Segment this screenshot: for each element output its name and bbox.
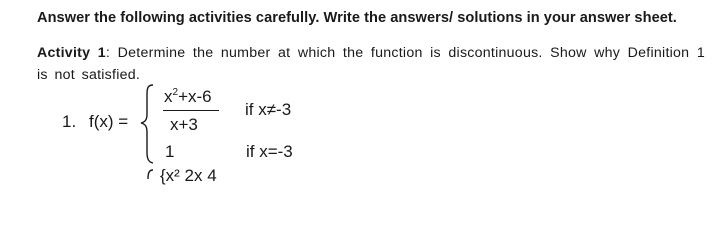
numerator-rest: +x-6 (178, 87, 212, 106)
activity-separator: : (105, 45, 111, 61)
activity-text: Determine the number at which the function is discontinuous. Show why Definition 1 is not satisfied. (37, 45, 705, 83)
case2-condition: if x=-3 (246, 142, 293, 161)
numerator-exponent: 2 (172, 87, 179, 98)
left-brace-icon (139, 84, 155, 179)
problem-number: 1. (62, 112, 77, 131)
fraction-bar (163, 110, 219, 111)
case1-numerator (164, 87, 212, 107)
activity-label: Activity 1 (37, 45, 106, 61)
numerator-base: x (164, 87, 173, 106)
case2-value: 1 (165, 142, 175, 161)
cut-off-line: {x² 2x 4 (160, 166, 217, 185)
case1-condition: if x≠-3 (245, 100, 292, 119)
function-lhs: f(x) = (89, 112, 129, 131)
case1-denominator: x+3 (170, 115, 198, 134)
activity-paragraph (37, 42, 705, 86)
instructions-heading: Answer the following activities carefully. Write the answers/ solutions in your answer sheet. (37, 10, 677, 26)
